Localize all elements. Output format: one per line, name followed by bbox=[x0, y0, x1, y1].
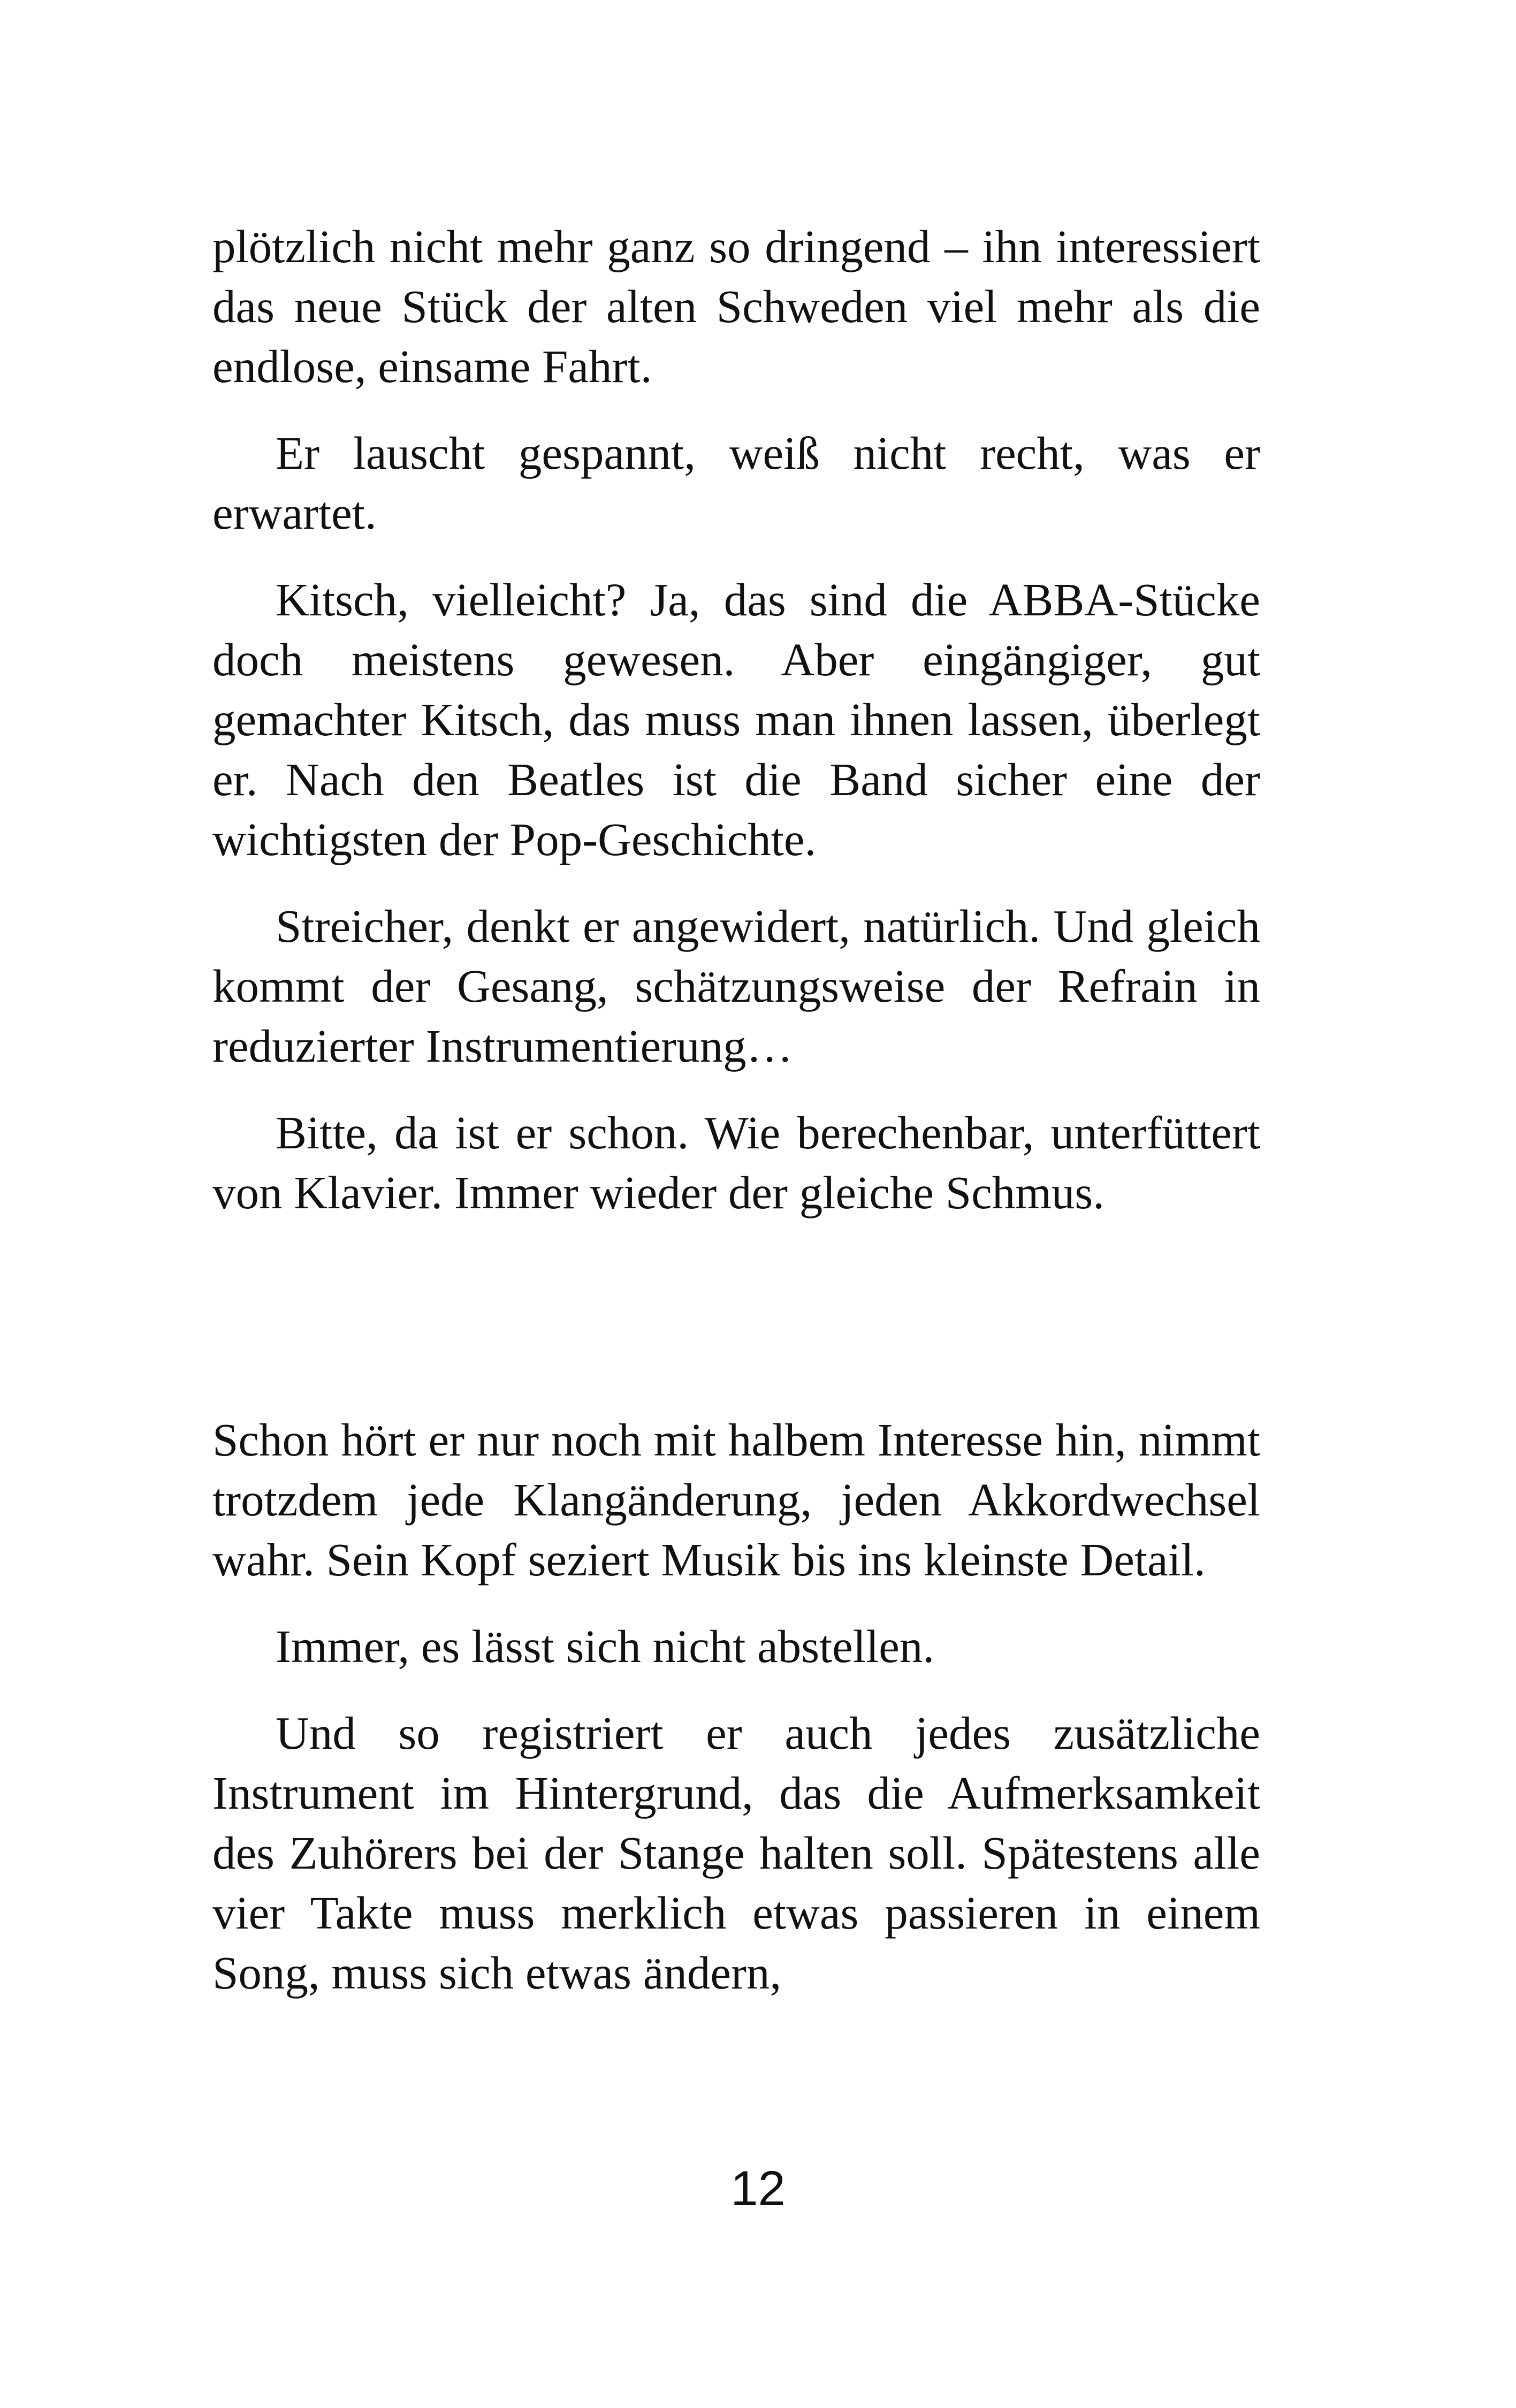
paragraph: Immer, es lässt sich nicht abstellen. bbox=[276, 1620, 935, 1672]
paragraph: plötzlich nicht mehr ganz so dringend – ihn interessiert das neue Stück der alten Schweden viel mehr als die endlose, einsame Fahrt. bbox=[212, 220, 1260, 392]
paragraph: Schon hört er nur noch mit halbem Interesse hin, nimmt trotzdem jede Klangänderung, jeden Akkordwechsel wahr. Sein Kopf seziert Musik bis ins kleinste Detail. bbox=[212, 1414, 1260, 1586]
page-number: 12 bbox=[730, 2161, 786, 2216]
paragraph: Und so registriert er auch jedes zusätzliche Instrument im Hintergrund, das die Aufmerksamkeit des Zuhörers bei der Stange halten soll. Spätestens alle vier Takte muss merklich etwas passieren in einem Song, muss sich etwas ändern, bbox=[212, 1707, 1260, 1999]
paragraph: Bitte, da ist er schon. Wie berechenbar, unterfüttert von Klavier. Immer wieder der gleiche Schmus. bbox=[212, 1107, 1260, 1218]
text-section-2 bbox=[212, 1410, 1260, 2030]
paragraph: Er lauscht gespannt, weiß nicht recht, was er erwartet. bbox=[212, 427, 1260, 539]
paragraph: Kitsch, vielleicht? Ja, das sind die ABBA-Stücke doch meistens gewesen. Aber eingängiger, gut gemachter Kitsch, das muss man ihnen lassen, überlegt er. Nach den Beatles ist die Band sicher eine der wichtigsten der Pop-Geschichte. bbox=[212, 574, 1260, 865]
text-section-1 bbox=[212, 217, 1260, 1249]
paragraph: Streicher, denkt er angewidert, natürlich. Und gleich kommt der Gesang, schätzungsweise der Refrain in reduzierter Instrumentierung… bbox=[212, 900, 1260, 1072]
